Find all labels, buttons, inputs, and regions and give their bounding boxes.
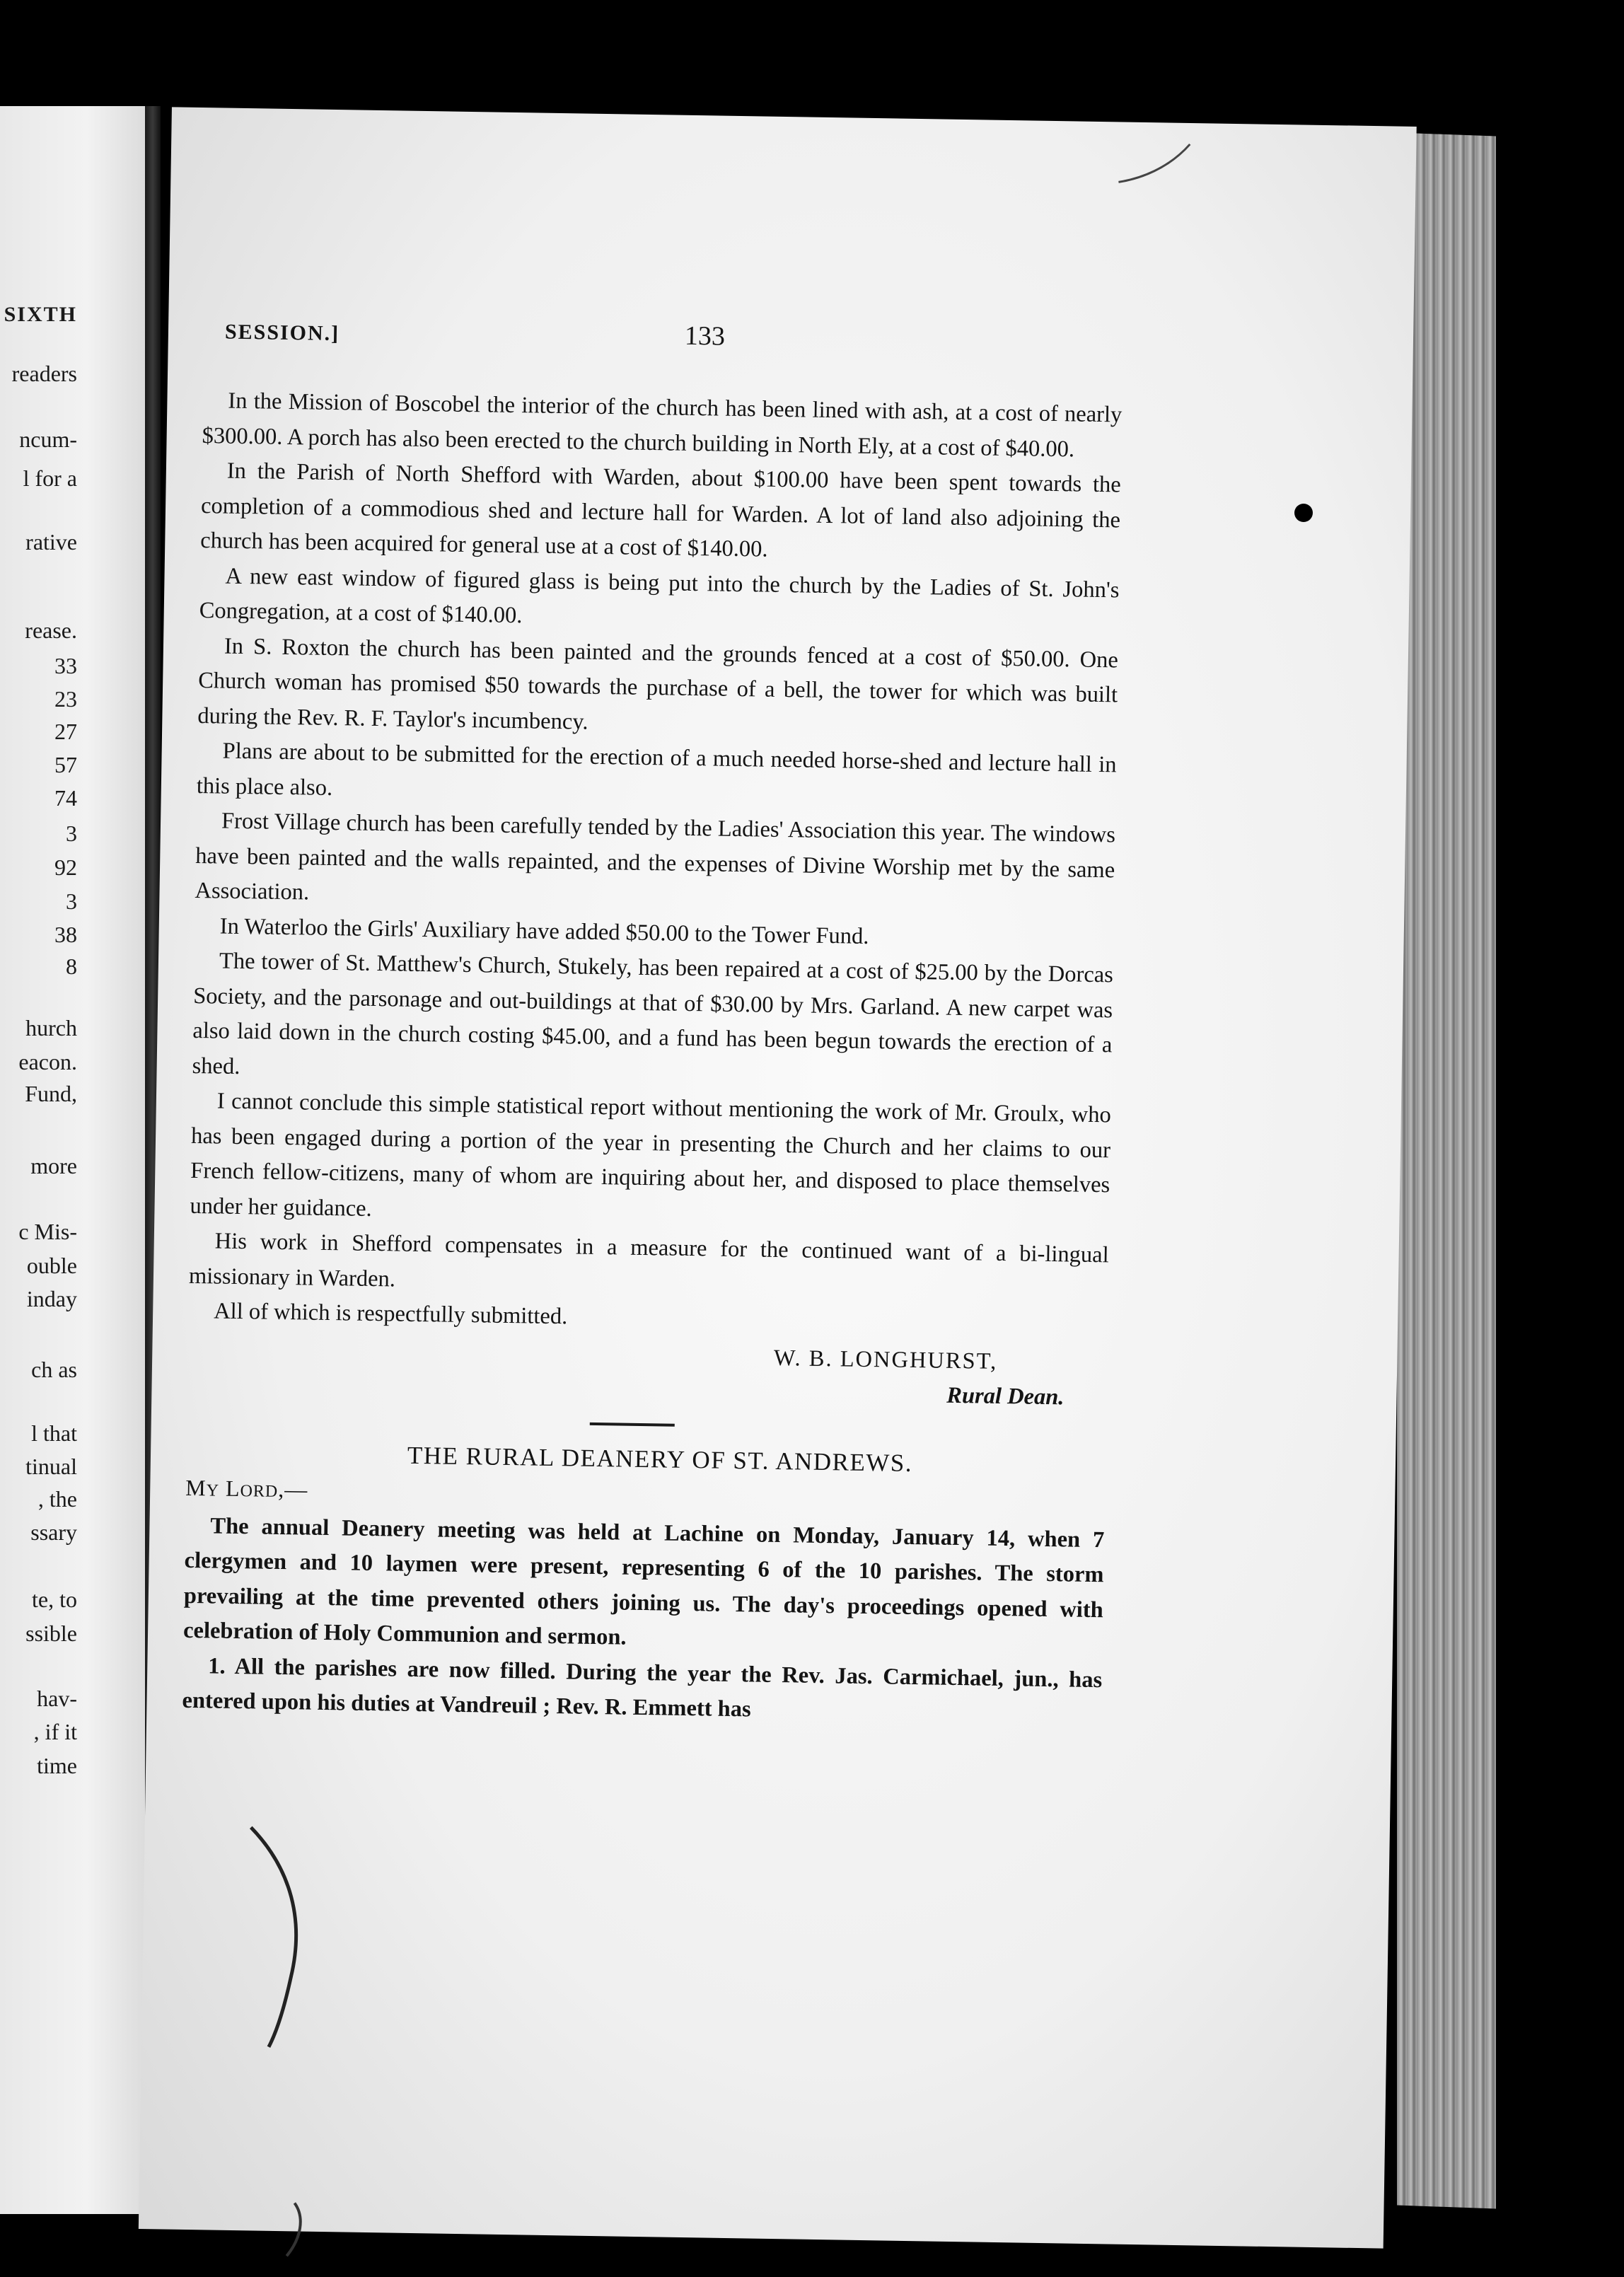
left-fragment: ch as [31,1357,77,1382]
salutation-y: Y [206,1481,220,1500]
left-fragment: hurch [25,1015,77,1041]
paragraph: In the Mission of Boscobel the interior of the church has been lined with ash, at a cost of nearly $300.00. A porch has also been erected to the church building in North Ely, at a cost of $40.00. [202,388,1123,462]
left-fragment: Fund, [25,1081,77,1106]
page-header [224,320,1180,378]
main-page [139,107,1417,2248]
left-fragment: 3 [66,888,77,914]
paragraph: 1. All the parishes are now filled. During the year the Rev. Jas. Carmichael, jun., has entered upon his duties at Vandreuil ; Rev. R. Emmett has [182,1652,1103,1722]
page-edges [1397,133,1496,2209]
left-fragment: rease. [25,618,77,643]
body-text [182,383,1122,1733]
left-fragment: eacon. [18,1049,77,1074]
left-fragment: ncum- [19,427,77,452]
pencil-mark [1111,139,1197,197]
left-fragment: 8 [66,954,77,979]
signature-name: W. B. LONGHURST, [773,1345,998,1374]
left-fragment: time [37,1753,77,1778]
left-fragment: ssary [30,1519,77,1545]
previous-page-fragment [0,106,145,2214]
paragraph: I cannot conclude this simple statistical report without mentioning the work of Mr. Groulx, who has been engaged during a portion of the year in presenting the Church and her claims to our French fellow-citizens, many of whom are inquiring about her, and disposed to place themselves under her guidance. [190,1088,1112,1222]
paragraph: In the Parish of North Shefford with Warden, about $100.00 have been spent towards the completion of a commodious shed and lecture hall for Warden. A lot of land also adjoining the church has been acquired for general use at a cost of $140.00. [200,458,1122,562]
pencil-mark [202,1819,315,2259]
left-fragment: readers [11,361,77,386]
left-fragment: c Mis- [18,1219,77,1244]
closing-line: All of which is respectfully submitted. [213,1298,568,1330]
left-fragment: more [30,1153,77,1178]
ink-spot [1294,504,1313,522]
left-fragment: , if it [33,1719,77,1744]
left-fragment: l that [31,1420,77,1446]
left-fragment: ouble [26,1253,77,1278]
left-fragment: te, to [32,1587,77,1612]
left-fragment: ssible [25,1621,77,1646]
left-fragment: 92 [54,854,77,880]
page-number: 133 [684,320,726,352]
salutation-initial: M [185,1474,207,1501]
paragraph: Plans are about to be submitted for the erection of a much needed horse-shed and lecture hall in this place also. [196,738,1117,801]
left-fragment: rative [25,529,77,555]
signature-title: Rural Dean. [946,1382,1065,1410]
paragraph: His work in Shefford compensates in a measure for the continued want of a bi-lingual missionary in Warden. [188,1228,1109,1292]
left-fragment: inday [26,1286,77,1311]
paragraph: Frost Village church has been carefully tended by the Ladies' Association this year. The windows have been painted and the walls repainted, and the expenses of Divine Worship met by the same Association. [195,808,1116,905]
left-fragment: , the [37,1486,77,1512]
paragraph: The tower of St. Matthew's Church, Stukely, has been repaired at a cost of $25.00 by the Dorcas Society, and the parsonage and out-buildings at that of $30.00 by Mrs. Garland. A new carpet was also laid down in the church costing $45.00, and a fund has been begun towards the erection of a shed. [192,948,1114,1079]
salutation-lord-initial: L [225,1475,240,1502]
left-fragment: 3 [66,821,77,846]
left-fragment: tinual [25,1454,77,1479]
left-fragment: 23 [54,686,77,712]
left-fragment: hav- [37,1686,77,1711]
paragraph: A new east window of figured glass is being put into the church by the Ladies of St. John's Congregation, at a cost of $140.00. [199,563,1120,629]
running-head: SESSION.] [224,320,340,346]
left-fragment: 33 [54,653,77,678]
salutation-dash: ,— [278,1476,308,1502]
left-fragment: l for a [23,465,77,491]
salutation-lord-rest: ORD [240,1482,279,1501]
section-heading: THE RURAL DEANERY OF ST. ANDREWS. [407,1441,913,1477]
left-fragment: 74 [54,785,77,811]
left-fragment: SIXTH [4,303,77,326]
paragraph: In S. Roxton the church has been painted and the grounds fenced at a cost of $50.00. One Church woman has promised $50 towards the purchase of a bell, the tower for which was built during the Rev. R. F. Taylor's incumbency. [197,633,1119,735]
section-divider [590,1422,675,1426]
paragraph: In Waterloo the Girls' Auxiliary have added $50.00 to the Tower Fund. [219,913,869,949]
paragraph: The annual Deanery meeting was held at Lachine on Monday, January 14, when 7 clergymen and 10 laymen were present, representing 6 of the 10 parishes. The storm prevailing at the time prevented others joining us. The day's proceedings opened with celebration of Holy Communion and sermon. [182,1512,1105,1650]
left-fragment: 27 [54,719,77,744]
left-fragment: 57 [54,752,77,777]
left-fragment: 38 [54,922,77,947]
